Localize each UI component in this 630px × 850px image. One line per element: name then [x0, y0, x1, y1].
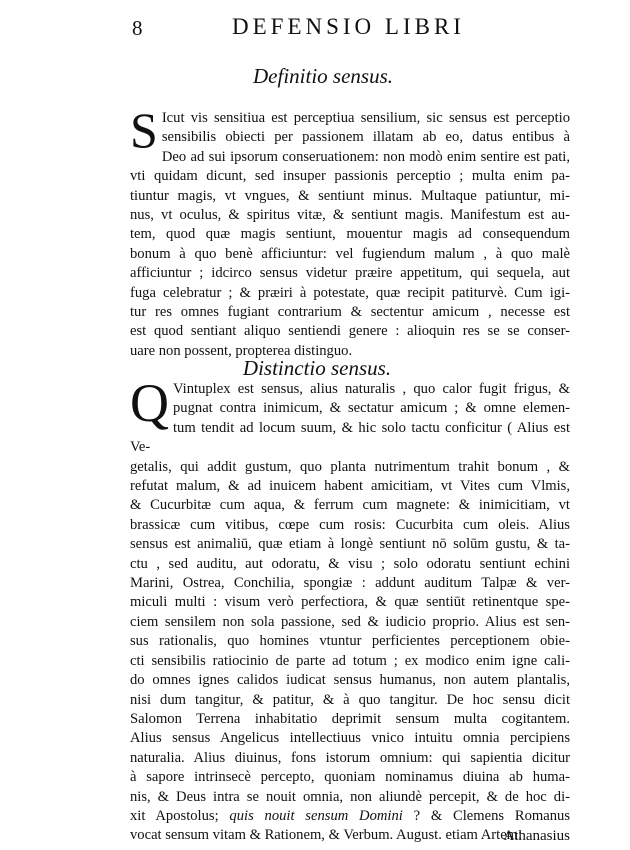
text-line: refutat malum, & ad inuicem habent amicitiam, vt Vites cum Vlmis,: [130, 478, 570, 495]
text-line: ctu , sed auditu, aut odoratu, & visu ; solo odoratu sentiunt echini: [130, 555, 570, 572]
text-line: tum tendit ad locum suum, & hic solo tactu conficitur ( Alius est Ve-: [130, 419, 570, 456]
text-line: cti sensibilis ratiocinio de parte ad totum ; ex modico enim igne cali-: [130, 652, 570, 669]
page-header: [0, 14, 630, 44]
text-line: fuga celebratur ; & præiri à potestate, quæ recipit patiturvè. Cum igi-: [130, 284, 570, 301]
text-line: tem, quod quæ magis sentiunt, mouentur magis ad consequendum: [130, 226, 570, 243]
text-line: Vintuplex est sensus, alius naturalis , quo calor fugit frigus, &: [173, 381, 570, 397]
text-line: sus rationalis, quo homines vtuntur perficientes perceptionem obie-: [130, 633, 570, 650]
text-line: naturalia. Alius diuinus, fons istorum omnium: qui sapientia dicitur: [130, 749, 570, 766]
scripture-quote: quis nouit sensum Domini: [229, 807, 403, 824]
text-line: sensibilis obiecti per passionem illatam ab eo, datus entibus à: [161, 129, 570, 146]
text-line: uare non possent, propterea distinguo.: [130, 342, 353, 359]
section-heading-distinctio: Distinctio sensus.: [242, 356, 392, 380]
drop-cap: Q: [130, 373, 169, 433]
text-line: Salomon Terrena inhabitatio deprimit sensum multa cogitantem.: [130, 710, 570, 727]
catchword: Athanasius: [503, 828, 570, 844]
text-line: tiuntur magis, vt vngues, & sentiunt minus. Multaque patiuntur, mi-: [130, 187, 570, 204]
running-head: DEFENSIO LIBRI: [232, 14, 465, 39]
text-line: brassicæ cum vitibus, cœpe cum rosis: Cucurbita cum oleis. Alius: [130, 516, 570, 533]
drop-cap: S: [130, 102, 158, 158]
text-line: Icut vis sensitiua est perceptiua sensilium, sic sensus est perceptio: [161, 110, 570, 126]
text-line: nus, vt oculus, & spiritus vitæ, & sentiunt magis. Manifestum est au-: [130, 207, 570, 224]
text-line: bonum à quo benè afficiuntur: vel fugiendum malum , à quo malè: [130, 245, 570, 262]
text-line: Marini, Ostrea, Conchilia, spongiæ : addunt auditum Talpæ & ver-: [130, 575, 570, 592]
section-heading-definitio: Definitio sensus.: [253, 64, 393, 88]
text-span: ? & Clemens Romanus: [413, 807, 570, 824]
text-line: nisi dum tangitur, & patitur, & à quo tangitur. De hoc sensu dicit: [130, 691, 570, 708]
text-line: & Cucurbitæ cum aqua, & ferrum cum magnete: & inimicitiam, vt: [130, 497, 570, 514]
page-number: 8: [132, 16, 143, 40]
section-definitio: [130, 102, 570, 361]
text-line: miculi multi : visum verò perfectiora, & quæ sentiūt retinentque spe-: [130, 594, 570, 611]
text-line: ciem sensilem non sola passione, sed & iudicio proprio. Alius est sen-: [130, 613, 570, 630]
text-line: tur res omnes fugiant contrarium & sectentur amicum , necesse est: [130, 304, 570, 321]
text-span: xit Apostolus;: [130, 807, 219, 824]
text-line: pugnat contra inimicum, & sectatur amicum ; & omne elemen-: [173, 400, 570, 417]
text-line: getalis, qui addit gustum, quo planta nutrimentum trahit bonum , &: [130, 458, 570, 475]
section-distinctio: [130, 373, 570, 846]
text-line: est quod sentiant aliquo sentiendi genere : alioquin res se se conser-: [130, 323, 570, 340]
text-line-with-quote: [130, 807, 570, 826]
text-line: Deo ad sui ipsorum conseruationem: non modò enim sentire est pati,: [161, 148, 570, 165]
text-line: à sapore intrinsecè percepto, quoniam nominamus diuina ab huma-: [130, 769, 570, 786]
text-line: nis, & Deus intra se nouit omnia, non aliundè percepit, & de hoc di-: [130, 788, 570, 805]
text-line: do omnes ignes calidos iudicat sensus humanus, non autem plantalis,: [130, 672, 570, 689]
text-line: Alius sensus Angelicus intellectiuus vnico intuitu omnia percipiens: [130, 730, 570, 747]
text-line: sensus est animaliū, quæ etiam à longè sentiunt nō solūm gustu, & ta-: [130, 536, 570, 553]
text-line: afficiuntur ; idcirco sensus videtur præire appetitum, qui sequela, aut: [130, 265, 570, 282]
text-line: vti quidam dicunt, sed insuper passionis perceptio ; multa enim pa-: [130, 168, 570, 185]
text-line: vocat sensum vitam & Rationem, & Verbum. August. etiam Artem:: [130, 827, 523, 844]
